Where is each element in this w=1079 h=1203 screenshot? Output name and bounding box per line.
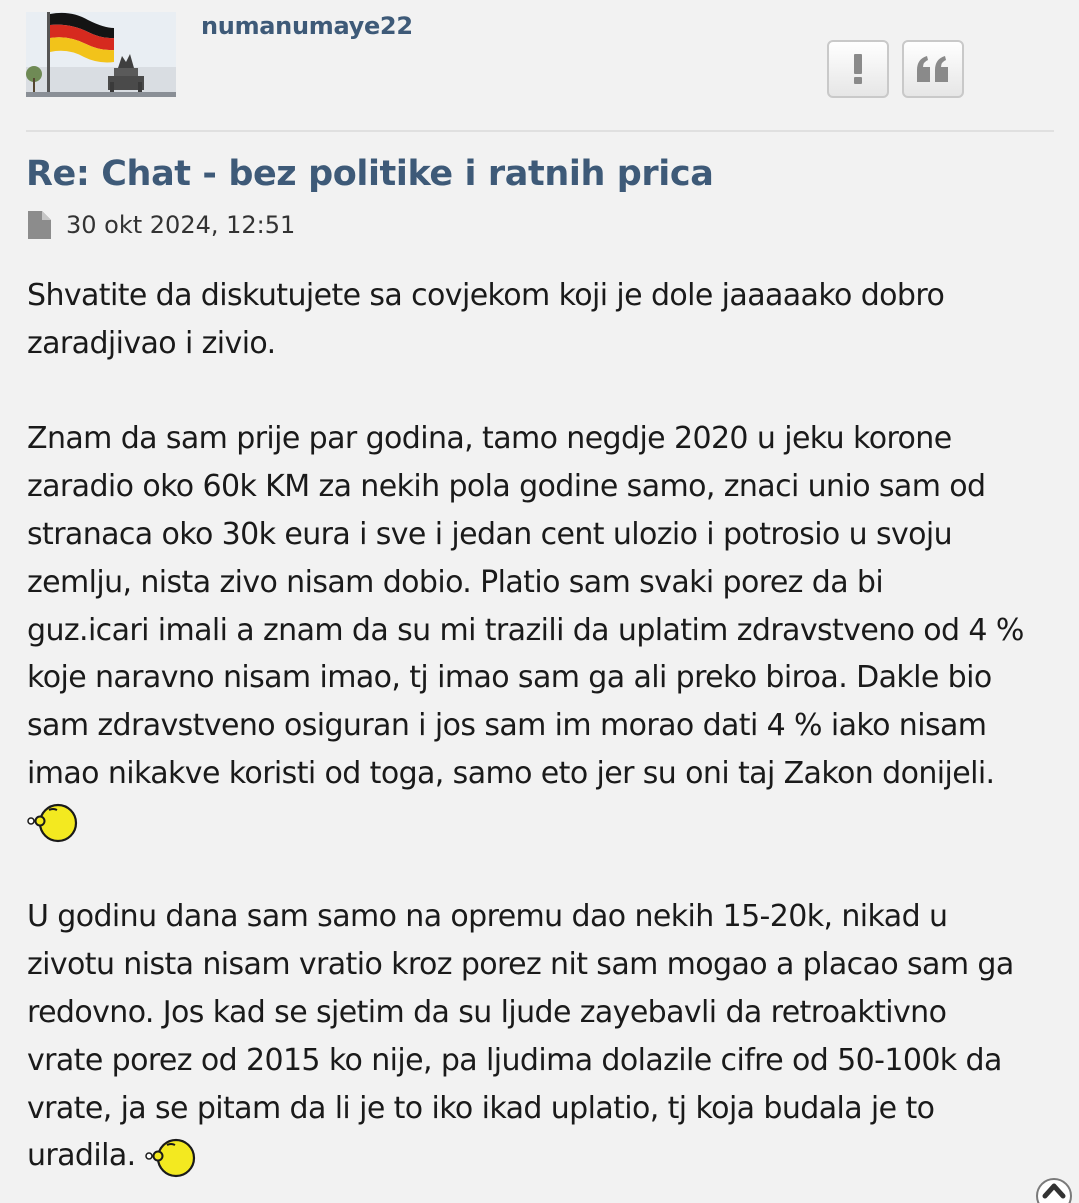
text-line: redovno. Jos kad se sjetim da su ljude zayebavli da retroaktivno: [27, 994, 947, 1030]
quote-button[interactable]: [902, 40, 964, 98]
text-line: koje naravno nisam imao, tj imao sam ga ali preko biroa. Dakle bio: [27, 660, 992, 696]
username-link[interactable]: numanumaye22: [201, 12, 413, 40]
text-line: vrate, ja se pitam da li je to iko ikad uplatio, tj koja budala je to: [27, 1090, 935, 1126]
text-line: Shvatite da diskutujete sa covjekom koji je dole jaaaaako dobro: [27, 278, 945, 313]
post-header: [0, 0, 1079, 132]
paragraph: [27, 893, 1067, 1180]
text-line: sam zdravstveno osiguran i jos sam im morao dati 4 % iako nisam: [27, 708, 987, 744]
text-line: Znam da sam prije par godina, tamo negdje 2020 u jeku korone: [27, 421, 952, 457]
text-line: stranaca oko 30k eura i sve i jedan cent ulozio i potrosio u svoju: [27, 516, 953, 552]
text-line: guz.icari imali a znam da su mi trazili da uplatim zdravstveno od 4 %: [27, 612, 1024, 648]
paragraph: [27, 415, 1067, 845]
paragraph: [27, 272, 1067, 368]
text-line-end: uradila.: [27, 1138, 136, 1174]
text-line: imao nikakve koristi od toga, samo eto jer su oni taj Zakon donijeli.: [27, 755, 995, 791]
header-divider: [26, 130, 1054, 132]
avatar-image: [26, 12, 176, 97]
scroll-to-top-button[interactable]: [1036, 1178, 1072, 1203]
file-icon[interactable]: [26, 210, 52, 240]
chevron-up-icon: [1042, 1180, 1066, 1200]
whistle-smiley-icon: [145, 1135, 199, 1179]
avatar[interactable]: [26, 12, 176, 97]
report-button[interactable]: [827, 40, 889, 98]
text-line: zivotu nista nisam vratio kroz porez nit sam mogao a placao sam ga: [27, 947, 1014, 983]
text-line: zaradjivao i zivio.: [27, 325, 276, 361]
text-line: vrate porez od 2015 ko nije, pa ljudima dolazile cifre od 50-100k da: [27, 1042, 1002, 1078]
post-date: 30 okt 2024, 12:51: [66, 211, 296, 239]
text-line: zaradio oko 60k KM za nekih pola godine samo, znaci unio sam od: [27, 469, 986, 505]
post-meta: [26, 208, 295, 242]
quote-icon: [915, 54, 951, 84]
exclamation-icon: [851, 54, 865, 84]
post-title[interactable]: Re: Chat - bez politike i ratnih prica: [26, 154, 714, 194]
smiley-line: [27, 798, 1067, 846]
text-line: zemlju, nista zivo nisam dobio. Platio sam svaki porez da bi: [27, 564, 884, 600]
whistle-smiley-icon: [27, 800, 81, 844]
text-line: [27, 1132, 1067, 1180]
post-content: [27, 272, 1067, 1180]
text-line: U godinu dana sam samo na opremu dao nekih 15-20k, nikad u: [27, 899, 948, 935]
